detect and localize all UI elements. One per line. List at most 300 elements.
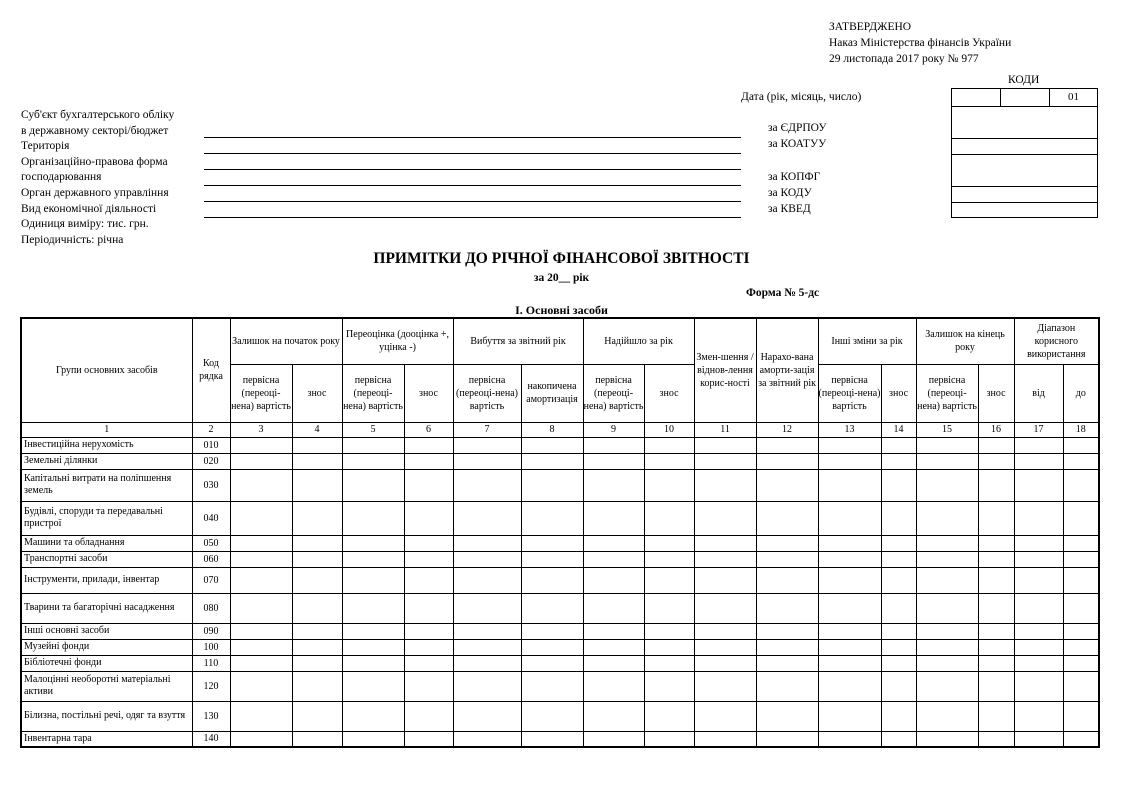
value-cell[interactable] (756, 567, 818, 593)
value-cell[interactable] (453, 535, 521, 551)
value-cell[interactable] (230, 671, 292, 701)
value-cell[interactable] (583, 731, 644, 747)
subject-field[interactable] (204, 137, 741, 138)
value-cell[interactable] (230, 593, 292, 623)
value-cell[interactable] (292, 639, 342, 655)
column-number: 17 (1014, 422, 1063, 437)
row-code: 100 (192, 639, 230, 655)
value-cell[interactable] (1014, 623, 1063, 639)
header-received: Надійшло за рік (583, 318, 694, 364)
value-cell[interactable] (453, 671, 521, 701)
column-number: 5 (342, 422, 404, 437)
value-cell[interactable] (1063, 671, 1099, 701)
value-cell[interactable] (881, 437, 916, 453)
value-cell[interactable] (818, 551, 881, 567)
value-cell[interactable] (1063, 731, 1099, 747)
value-cell[interactable] (978, 593, 1014, 623)
row-code: 080 (192, 593, 230, 623)
value-cell[interactable] (756, 623, 818, 639)
kved-label: за КВЕД (768, 203, 811, 215)
authority-field[interactable] (204, 201, 741, 202)
value-cell[interactable] (916, 567, 978, 593)
value-cell[interactable] (756, 453, 818, 469)
value-cell[interactable] (978, 623, 1014, 639)
value-cell[interactable] (292, 437, 342, 453)
value-cell[interactable] (694, 567, 756, 593)
edrpou-code-cell[interactable] (952, 106, 1097, 139)
row-code: 130 (192, 701, 230, 731)
value-cell[interactable] (818, 469, 881, 501)
value-cell[interactable] (1063, 551, 1099, 567)
column-number: 12 (756, 422, 818, 437)
value-cell[interactable] (644, 731, 694, 747)
value-cell[interactable] (916, 469, 978, 501)
value-cell[interactable] (342, 671, 404, 701)
value-cell[interactable] (583, 639, 644, 655)
value-cell[interactable] (453, 551, 521, 567)
value-cell[interactable] (881, 567, 916, 593)
value-cell[interactable] (521, 671, 583, 701)
value-cell[interactable] (230, 535, 292, 551)
value-cell[interactable] (230, 437, 292, 453)
value-cell[interactable] (978, 731, 1014, 747)
value-cell[interactable] (230, 567, 292, 593)
entity-info (21, 108, 174, 248)
column-number: 15 (916, 422, 978, 437)
value-cell[interactable] (694, 469, 756, 501)
value-cell[interactable] (1014, 639, 1063, 655)
value-cell[interactable] (694, 437, 756, 453)
value-cell[interactable] (453, 593, 521, 623)
value-cell[interactable] (583, 623, 644, 639)
value-cell[interactable] (292, 655, 342, 671)
value-cell[interactable] (292, 551, 342, 567)
value-cell[interactable] (342, 731, 404, 747)
column-number: 3 (230, 422, 292, 437)
value-cell[interactable] (881, 731, 916, 747)
value-cell[interactable] (756, 701, 818, 731)
date-day-cell[interactable]: 01 (1068, 91, 1079, 103)
value-cell[interactable] (453, 501, 521, 535)
value-cell[interactable] (916, 671, 978, 701)
value-cell[interactable] (916, 501, 978, 535)
value-cell[interactable] (756, 501, 818, 535)
value-cell[interactable] (978, 535, 1014, 551)
value-cell[interactable] (583, 453, 644, 469)
value-cell[interactable] (694, 639, 756, 655)
value-cell[interactable] (1014, 453, 1063, 469)
activity-label: Вид економічної діяльності (21, 202, 157, 215)
value-cell[interactable] (521, 701, 583, 731)
legal-form-field-1[interactable] (204, 169, 741, 170)
value-cell[interactable] (694, 593, 756, 623)
column-number: 8 (521, 422, 583, 437)
value-cell[interactable] (756, 671, 818, 701)
value-cell[interactable] (916, 551, 978, 567)
value-cell[interactable] (453, 623, 521, 639)
value-cell[interactable] (818, 731, 881, 747)
value-cell[interactable] (818, 535, 881, 551)
value-cell[interactable] (404, 593, 453, 623)
value-cell[interactable] (342, 551, 404, 567)
header-impairment: Змен-шення / віднов-лення корис-ності (694, 318, 756, 422)
value-cell[interactable] (818, 671, 881, 701)
value-cell[interactable] (583, 567, 644, 593)
value-cell[interactable] (453, 701, 521, 731)
value-cell[interactable] (644, 501, 694, 535)
value-cell[interactable] (756, 593, 818, 623)
value-cell[interactable] (583, 551, 644, 567)
value-cell[interactable] (342, 623, 404, 639)
column-number: 14 (881, 422, 916, 437)
value-cell[interactable] (292, 567, 342, 593)
table-row (21, 501, 1099, 535)
value-cell[interactable] (342, 567, 404, 593)
approval-block (829, 19, 1011, 67)
value-cell[interactable] (583, 655, 644, 671)
value-cell[interactable] (694, 731, 756, 747)
value-cell[interactable] (342, 453, 404, 469)
value-cell[interactable] (292, 469, 342, 501)
value-cell[interactable] (644, 701, 694, 731)
value-cell[interactable] (1014, 469, 1063, 501)
value-cell[interactable] (1014, 437, 1063, 453)
value-cell[interactable] (916, 437, 978, 453)
value-cell[interactable] (978, 453, 1014, 469)
value-cell[interactable] (644, 593, 694, 623)
value-cell[interactable] (1063, 535, 1099, 551)
value-cell[interactable] (583, 701, 644, 731)
value-cell[interactable] (404, 701, 453, 731)
value-cell[interactable] (342, 535, 404, 551)
value-cell[interactable] (644, 671, 694, 701)
column-numbers-row (21, 422, 1099, 437)
value-cell[interactable] (404, 671, 453, 701)
value-cell[interactable] (881, 701, 916, 731)
value-cell[interactable] (404, 639, 453, 655)
column-number: 10 (644, 422, 694, 437)
value-cell[interactable] (978, 551, 1014, 567)
value-cell[interactable] (916, 655, 978, 671)
subheader-wear: знос (292, 364, 342, 422)
codes-header: КОДИ (1008, 74, 1040, 86)
value-cell[interactable] (756, 469, 818, 501)
value-cell[interactable] (756, 655, 818, 671)
value-cell[interactable] (1063, 623, 1099, 639)
value-cell[interactable] (818, 501, 881, 535)
value-cell[interactable] (756, 535, 818, 551)
value-cell[interactable] (1014, 655, 1063, 671)
value-cell[interactable] (644, 551, 694, 567)
value-cell[interactable] (818, 593, 881, 623)
value-cell[interactable] (342, 639, 404, 655)
value-cell[interactable] (521, 731, 583, 747)
value-cell[interactable] (404, 567, 453, 593)
value-cell[interactable] (404, 437, 453, 453)
value-cell[interactable] (453, 567, 521, 593)
value-cell[interactable] (644, 437, 694, 453)
value-cell[interactable] (453, 639, 521, 655)
value-cell[interactable] (1014, 501, 1063, 535)
value-cell[interactable] (1063, 437, 1099, 453)
row-label: Білизна, постільні речі, одяг та взуття (21, 701, 192, 731)
value-cell[interactable] (881, 655, 916, 671)
value-cell[interactable] (1063, 567, 1099, 593)
value-cell[interactable] (453, 655, 521, 671)
value-cell[interactable] (230, 655, 292, 671)
subheader-original: первісна (переоці-нена) вартість (453, 364, 521, 422)
value-cell[interactable] (881, 469, 916, 501)
value-cell[interactable] (521, 639, 583, 655)
value-cell[interactable] (342, 593, 404, 623)
value-cell[interactable] (230, 731, 292, 747)
report-year: за 20__ рік (533, 272, 590, 284)
row-code: 070 (192, 567, 230, 593)
value-cell[interactable] (644, 469, 694, 501)
subheader-wear: знос (644, 364, 694, 422)
value-cell[interactable] (644, 453, 694, 469)
value-cell[interactable] (818, 567, 881, 593)
value-cell[interactable] (916, 701, 978, 731)
value-cell[interactable] (818, 655, 881, 671)
value-cell[interactable] (292, 453, 342, 469)
column-number: 16 (978, 422, 1014, 437)
value-cell[interactable] (230, 639, 292, 655)
subject-label-1: Суб'єкт бухгалтерського обліку (21, 109, 175, 121)
value-cell[interactable] (404, 469, 453, 501)
value-cell[interactable] (583, 437, 644, 453)
value-cell[interactable] (881, 535, 916, 551)
value-cell[interactable] (342, 501, 404, 535)
value-cell[interactable] (1014, 567, 1063, 593)
row-label: Капітальні витрати на поліпшення земель (21, 469, 192, 501)
value-cell[interactable] (818, 623, 881, 639)
value-cell[interactable] (292, 701, 342, 731)
value-cell[interactable] (1014, 671, 1063, 701)
value-cell[interactable] (1063, 655, 1099, 671)
value-cell[interactable] (818, 639, 881, 655)
value-cell[interactable] (916, 731, 978, 747)
value-cell[interactable] (978, 469, 1014, 501)
row-label: Тварини та багаторічні насадження (21, 593, 192, 623)
value-cell[interactable] (521, 567, 583, 593)
value-cell[interactable] (881, 593, 916, 623)
value-cell[interactable] (1063, 593, 1099, 623)
edrpou-label: за ЄДРПОУ (768, 122, 827, 134)
value-cell[interactable] (1063, 501, 1099, 535)
value-cell[interactable] (404, 501, 453, 535)
legal-form-label-1: Організаційно-правова форма (21, 155, 168, 168)
value-cell[interactable] (1014, 535, 1063, 551)
value-cell[interactable] (881, 453, 916, 469)
value-cell[interactable] (230, 501, 292, 535)
row-label: Малоцінні необоротні матеріальні активи (21, 671, 192, 701)
header-disposal: Вибуття за звітний рік (453, 318, 583, 364)
table-row (21, 437, 1099, 453)
value-cell[interactable] (818, 437, 881, 453)
value-cell[interactable] (756, 551, 818, 567)
value-cell[interactable] (916, 453, 978, 469)
value-cell[interactable] (453, 469, 521, 501)
value-cell[interactable] (978, 501, 1014, 535)
value-cell[interactable] (978, 567, 1014, 593)
value-cell[interactable] (404, 535, 453, 551)
value-cell[interactable] (292, 623, 342, 639)
value-cell[interactable] (978, 671, 1014, 701)
value-cell[interactable] (583, 593, 644, 623)
value-cell[interactable] (230, 453, 292, 469)
value-cell[interactable] (404, 655, 453, 671)
value-cell[interactable] (404, 623, 453, 639)
value-cell[interactable] (694, 551, 756, 567)
value-cell[interactable] (521, 593, 583, 623)
value-cell[interactable] (521, 623, 583, 639)
value-cell[interactable] (1014, 593, 1063, 623)
value-cell[interactable] (694, 701, 756, 731)
value-cell[interactable] (521, 655, 583, 671)
row-label: Транспортні засоби (21, 551, 192, 567)
value-cell[interactable] (292, 501, 342, 535)
value-cell[interactable] (644, 535, 694, 551)
subheader-original: первісна (переоці-нена) вартість (583, 364, 644, 422)
value-cell[interactable] (230, 469, 292, 501)
value-cell[interactable] (453, 731, 521, 747)
subheader-to: до (1063, 364, 1099, 422)
value-cell[interactable] (1014, 731, 1063, 747)
value-cell[interactable] (1014, 701, 1063, 731)
value-cell[interactable] (1063, 453, 1099, 469)
kodu-code-cell[interactable] (952, 186, 1097, 203)
value-cell[interactable] (881, 639, 916, 655)
value-cell[interactable] (404, 551, 453, 567)
subheader-accumulated: накопичена амортизація (521, 364, 583, 422)
value-cell[interactable] (1063, 469, 1099, 501)
value-cell[interactable] (756, 437, 818, 453)
value-cell[interactable] (978, 437, 1014, 453)
subject-label-2: в державному секторі/бюджет (21, 124, 169, 137)
value-cell[interactable] (644, 567, 694, 593)
table-row (21, 453, 1099, 469)
table-row (21, 567, 1099, 593)
kodu-label: за КОДУ (768, 187, 812, 199)
value-cell[interactable] (1063, 701, 1099, 731)
territory-label: Територія (21, 140, 70, 153)
value-cell[interactable] (342, 469, 404, 501)
value-cell[interactable] (521, 551, 583, 567)
kved-code-cell[interactable] (952, 202, 1097, 217)
value-cell[interactable] (694, 671, 756, 701)
value-cell[interactable] (881, 501, 916, 535)
value-cell[interactable] (292, 535, 342, 551)
territory-field[interactable] (204, 153, 741, 154)
value-cell[interactable] (756, 639, 818, 655)
value-cell[interactable] (453, 437, 521, 453)
value-cell[interactable] (644, 623, 694, 639)
value-cell[interactable] (230, 623, 292, 639)
value-cell[interactable] (1014, 551, 1063, 567)
table-row (21, 655, 1099, 671)
value-cell[interactable] (881, 671, 916, 701)
value-cell[interactable] (916, 593, 978, 623)
value-cell[interactable] (521, 453, 583, 469)
row-code: 050 (192, 535, 230, 551)
value-cell[interactable] (521, 501, 583, 535)
header-opening-balance: Залишок на початок року (230, 318, 342, 364)
value-cell[interactable] (404, 453, 453, 469)
value-cell[interactable] (694, 623, 756, 639)
value-cell[interactable] (583, 535, 644, 551)
value-cell[interactable] (583, 469, 644, 501)
value-cell[interactable] (756, 731, 818, 747)
value-cell[interactable] (342, 655, 404, 671)
value-cell[interactable] (694, 655, 756, 671)
row-code: 010 (192, 437, 230, 453)
value-cell[interactable] (916, 535, 978, 551)
value-cell[interactable] (978, 701, 1014, 731)
value-cell[interactable] (292, 593, 342, 623)
periodicity-label: Періодичність: річна (21, 233, 124, 246)
value-cell[interactable] (230, 701, 292, 731)
value-cell[interactable] (644, 655, 694, 671)
table-row (21, 731, 1099, 747)
value-cell[interactable] (916, 639, 978, 655)
value-cell[interactable] (1063, 639, 1099, 655)
kopfg-label: за КОПФГ (768, 171, 821, 183)
value-cell[interactable] (916, 623, 978, 639)
row-code: 040 (192, 501, 230, 535)
activity-field[interactable] (204, 217, 741, 218)
value-cell[interactable] (292, 731, 342, 747)
column-number: 11 (694, 422, 756, 437)
value-cell[interactable] (818, 701, 881, 731)
subheader-wear: знос (978, 364, 1014, 422)
table-row (21, 671, 1099, 701)
column-number: 2 (192, 422, 230, 437)
value-cell[interactable] (881, 623, 916, 639)
value-cell[interactable] (453, 453, 521, 469)
value-cell[interactable] (292, 671, 342, 701)
value-cell[interactable] (818, 453, 881, 469)
subheader-original: первісна (переоці-нена) вартість (230, 364, 292, 422)
row-label: Інструменти, прилади, інвентар (21, 567, 192, 593)
value-cell[interactable] (404, 731, 453, 747)
value-cell[interactable] (694, 535, 756, 551)
header-revaluation: Переоцінка (дооцінка +, уцінка -) (342, 318, 453, 364)
value-cell[interactable] (342, 701, 404, 731)
kopfg-code-cell[interactable] (952, 154, 1097, 187)
legal-form-field-2[interactable] (204, 185, 741, 186)
approval-date: 29 листопада 2017 року № 977 (829, 53, 979, 65)
value-cell[interactable] (978, 639, 1014, 655)
value-cell[interactable] (583, 501, 644, 535)
value-cell[interactable] (521, 535, 583, 551)
value-cell[interactable] (694, 453, 756, 469)
value-cell[interactable] (521, 437, 583, 453)
value-cell[interactable] (230, 551, 292, 567)
value-cell[interactable] (644, 639, 694, 655)
koatuu-label: за КОАТУУ (768, 138, 827, 150)
value-cell[interactable] (881, 551, 916, 567)
value-cell[interactable] (521, 469, 583, 501)
header-code: Код рядка (192, 318, 230, 422)
koatuu-code-cell[interactable] (952, 138, 1097, 155)
value-cell[interactable] (694, 501, 756, 535)
value-cell[interactable] (978, 655, 1014, 671)
value-cell[interactable] (583, 671, 644, 701)
legal-form-label-2: господарювання (21, 171, 102, 184)
value-cell[interactable] (342, 437, 404, 453)
header-amortization: Нарахо-вана аморти-зація за звітний рік (756, 318, 818, 422)
